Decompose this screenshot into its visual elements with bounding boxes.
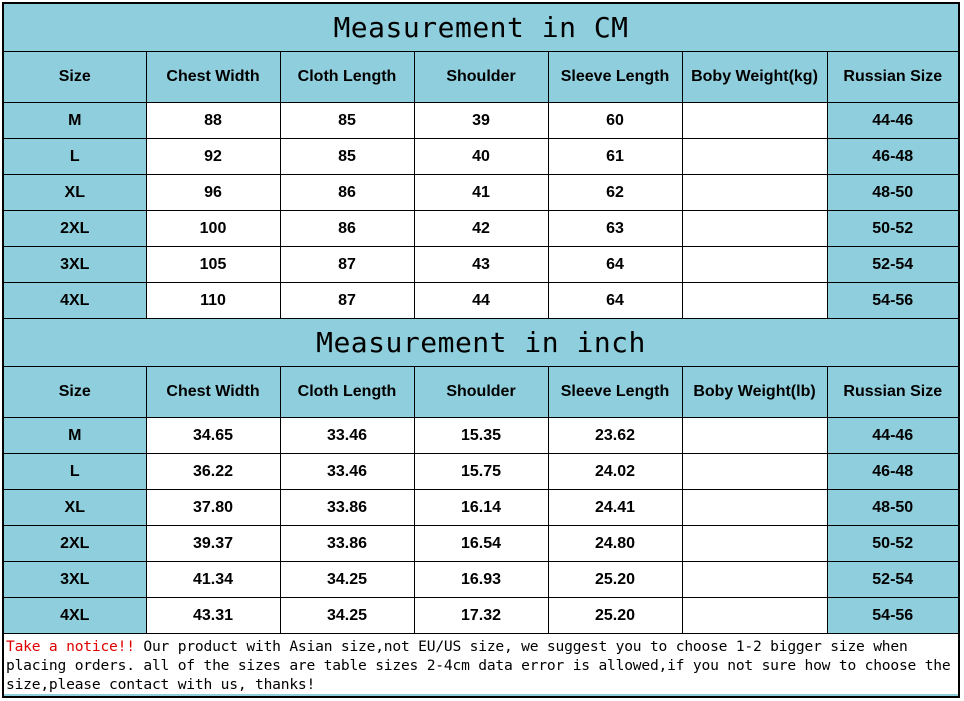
value-cell: 36.22 xyxy=(146,454,280,490)
value-cell: 15.35 xyxy=(414,418,548,454)
cm-table xyxy=(4,52,958,318)
table-row xyxy=(4,211,958,247)
value-cell xyxy=(682,454,827,490)
cm-header-row xyxy=(4,52,958,103)
value-cell: 42 xyxy=(414,211,548,247)
value-cell xyxy=(682,211,827,247)
value-cell: 33.86 xyxy=(280,490,414,526)
size-cell: XL xyxy=(4,175,146,211)
value-cell: 15.75 xyxy=(414,454,548,490)
column-header: Russian Size xyxy=(827,52,958,103)
notice-warning: Take a notice!! xyxy=(6,638,135,655)
value-cell: 39.37 xyxy=(146,526,280,562)
column-header: Russian Size xyxy=(827,367,958,418)
value-cell: 105 xyxy=(146,247,280,283)
size-cell: M xyxy=(4,103,146,139)
column-header: Boby Weight(lb) xyxy=(682,367,827,418)
value-cell xyxy=(682,490,827,526)
value-cell: 34.25 xyxy=(280,562,414,598)
notice-text: Our product with Asian size,not EU/US size, we suggest you to choose 1-2 bigger size when placing orders. all of the sizes are table sizes 2-4cm data error is allowed,if you not sure how to choose the size,please contact with us, thanks! xyxy=(6,638,951,693)
value-cell xyxy=(682,103,827,139)
inch-section xyxy=(4,319,958,634)
column-header: Cloth Length xyxy=(280,367,414,418)
column-header: Sleeve Length xyxy=(548,367,682,418)
value-cell xyxy=(682,139,827,175)
value-cell: 43 xyxy=(414,247,548,283)
value-cell: 86 xyxy=(280,175,414,211)
value-cell: 37.80 xyxy=(146,490,280,526)
column-header: Chest Width xyxy=(146,367,280,418)
value-cell: 25.20 xyxy=(548,562,682,598)
value-cell xyxy=(682,247,827,283)
value-cell: 61 xyxy=(548,139,682,175)
value-cell: 85 xyxy=(280,139,414,175)
value-cell: 33.86 xyxy=(280,526,414,562)
value-cell: 39 xyxy=(414,103,548,139)
size-cell: 3XL xyxy=(4,562,146,598)
value-cell: 40 xyxy=(414,139,548,175)
russian-size-cell: 54-56 xyxy=(827,283,958,319)
value-cell: 25.20 xyxy=(548,598,682,634)
size-cell: L xyxy=(4,454,146,490)
value-cell xyxy=(682,562,827,598)
value-cell: 87 xyxy=(280,247,414,283)
value-cell: 33.46 xyxy=(280,454,414,490)
size-cell: XL xyxy=(4,490,146,526)
value-cell: 64 xyxy=(548,247,682,283)
value-cell: 16.93 xyxy=(414,562,548,598)
value-cell: 24.02 xyxy=(548,454,682,490)
value-cell xyxy=(682,418,827,454)
table-row xyxy=(4,490,958,526)
value-cell: 63 xyxy=(548,211,682,247)
table-row xyxy=(4,175,958,211)
table-row xyxy=(4,103,958,139)
russian-size-cell: 50-52 xyxy=(827,526,958,562)
value-cell: 33.46 xyxy=(280,418,414,454)
inch-title: Measurement in inch xyxy=(4,319,958,367)
russian-size-cell: 54-56 xyxy=(827,598,958,634)
value-cell xyxy=(682,526,827,562)
column-header: Shoulder xyxy=(414,52,548,103)
russian-size-cell: 44-46 xyxy=(827,418,958,454)
russian-size-cell: 50-52 xyxy=(827,211,958,247)
cm-title: Measurement in CM xyxy=(4,4,958,52)
value-cell: 41.34 xyxy=(146,562,280,598)
value-cell: 24.41 xyxy=(548,490,682,526)
value-cell: 41 xyxy=(414,175,548,211)
column-header: Sleeve Length xyxy=(548,52,682,103)
size-cell: 4XL xyxy=(4,283,146,319)
russian-size-cell: 46-48 xyxy=(827,454,958,490)
value-cell: 23.62 xyxy=(548,418,682,454)
russian-size-cell: 46-48 xyxy=(827,139,958,175)
inch-header-row xyxy=(4,367,958,418)
russian-size-cell: 52-54 xyxy=(827,562,958,598)
russian-size-cell: 48-50 xyxy=(827,490,958,526)
value-cell: 110 xyxy=(146,283,280,319)
table-row xyxy=(4,562,958,598)
table-row xyxy=(4,139,958,175)
table-row xyxy=(4,598,958,634)
inch-table xyxy=(4,367,958,633)
russian-size-cell: 44-46 xyxy=(827,103,958,139)
value-cell: 86 xyxy=(280,211,414,247)
value-cell: 16.14 xyxy=(414,490,548,526)
table-row xyxy=(4,247,958,283)
value-cell: 44 xyxy=(414,283,548,319)
russian-size-cell: 52-54 xyxy=(827,247,958,283)
size-cell: L xyxy=(4,139,146,175)
value-cell: 88 xyxy=(146,103,280,139)
size-cell: 2XL xyxy=(4,526,146,562)
size-chart xyxy=(2,2,960,698)
size-cell: 3XL xyxy=(4,247,146,283)
table-row xyxy=(4,283,958,319)
value-cell: 17.32 xyxy=(414,598,548,634)
column-header: Shoulder xyxy=(414,367,548,418)
column-header: Cloth Length xyxy=(280,52,414,103)
size-cell: M xyxy=(4,418,146,454)
value-cell xyxy=(682,175,827,211)
table-row xyxy=(4,418,958,454)
russian-size-cell: 48-50 xyxy=(827,175,958,211)
value-cell: 34.25 xyxy=(280,598,414,634)
table-row xyxy=(4,454,958,490)
column-header: Size xyxy=(4,52,146,103)
value-cell: 62 xyxy=(548,175,682,211)
value-cell xyxy=(682,283,827,319)
value-cell: 87 xyxy=(280,283,414,319)
value-cell: 60 xyxy=(548,103,682,139)
value-cell: 24.80 xyxy=(548,526,682,562)
value-cell: 34.65 xyxy=(146,418,280,454)
column-header: Boby Weight(kg) xyxy=(682,52,827,103)
value-cell: 64 xyxy=(548,283,682,319)
value-cell: 100 xyxy=(146,211,280,247)
value-cell: 85 xyxy=(280,103,414,139)
size-cell: 2XL xyxy=(4,211,146,247)
value-cell: 16.54 xyxy=(414,526,548,562)
value-cell xyxy=(682,598,827,634)
column-header: Size xyxy=(4,367,146,418)
value-cell: 92 xyxy=(146,139,280,175)
column-header: Chest Width xyxy=(146,52,280,103)
value-cell: 43.31 xyxy=(146,598,280,634)
size-cell: 4XL xyxy=(4,598,146,634)
cm-section xyxy=(4,4,958,319)
value-cell: 96 xyxy=(146,175,280,211)
size-notice xyxy=(4,634,958,694)
table-row xyxy=(4,526,958,562)
